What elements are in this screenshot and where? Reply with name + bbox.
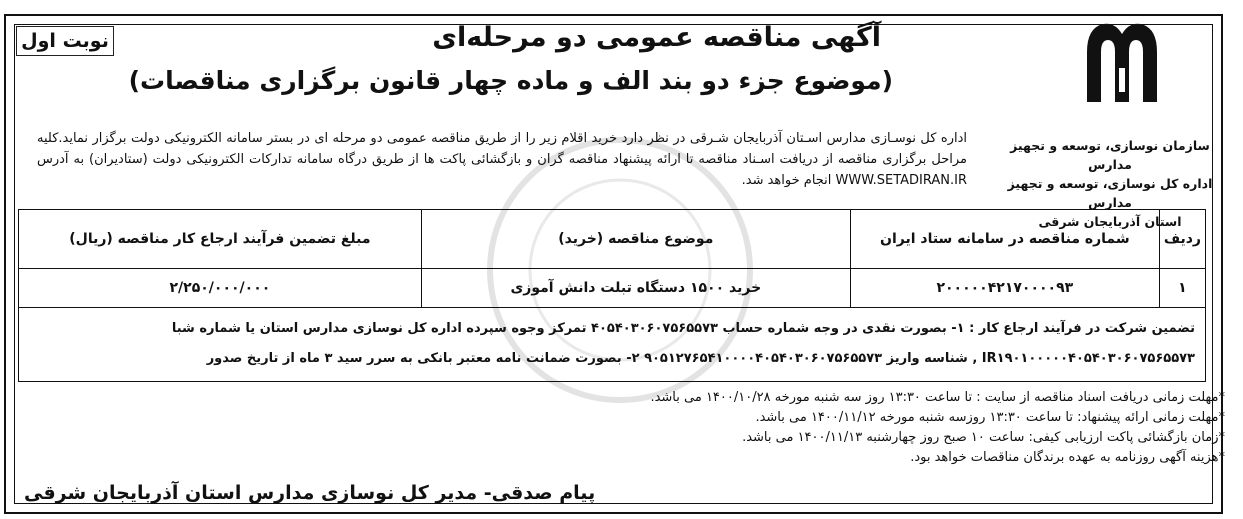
list-item: *زمان بازگشائی پاکت ارزیابی کیفی: ساعت ۱۰ صبح روز چهارشنبه ۱۴۰۰/۱۱/۱۳ می باشد. bbox=[742, 430, 1225, 445]
guarantee-line-1: تضمین شرکت در فرآیند ارجاع کار : ۱- بصورت نقدی در وجه شماره حساب ۴۰۵۴۰۳۰۶۰۷۵۶۵۵۷۳ تمرکز وجوه سپرده اداره کل نوسازی مدارس استان یا شماره شبا bbox=[171, 321, 1195, 336]
signature: پیام صدقی- مدیر کل نوسازی مدارس استان آذربایجان شرقی bbox=[24, 482, 596, 504]
table-header-row bbox=[19, 210, 1206, 269]
guarantee-box bbox=[18, 308, 1206, 382]
org-line-1: سازمان نوسازی، توسعه و تجهیز مدارس bbox=[1010, 138, 1210, 172]
page-subtitle: (موضوع جزء دو بند الف و ماده چهار قانون برگزاری مناقصات) bbox=[128, 66, 893, 95]
org-line-2: اداره کل نوسازی، توسعه و تجهیز مدارس bbox=[1007, 176, 1213, 210]
intro-paragraph: اداره کل نوسـازی مدارس اسـتان آذربایجان شـرقی در نظر دارد خرید اقلام زیر را از طریق مناقصه عمومی دو مرحله ای در بستر سامانه الکترونیکی دولت برگزار نماید.کلیه مراحل برگزاری مناقصه از دریافت اسـناد مناقصه تا ارائه پیشنهاد مناقصه گران و بازگشائی پاکت ها از طریق درگاه سامانه تدارکات الکترونیکی دولت (ستادیران) به آدرس WWW.SETADIRAN.IR انجام خواهد شد. bbox=[37, 131, 967, 188]
header-amount: مبلغ تضمین فرآیند ارجاع کار مناقصه (ریال) bbox=[19, 210, 422, 269]
organization-logo-icon bbox=[1081, 18, 1163, 104]
cell-amount: ۲/۲۵۰/۰۰۰/۰۰۰ bbox=[19, 269, 422, 308]
list-item: *مهلت زمانی دریافت اسناد مناقصه از سایت : تا ساعت ۱۳:۳۰ روز سه شنبه مورخه ۱۴۰۰/۱۰/۲۸ می باشد. bbox=[650, 390, 1225, 405]
header-row-number: ردیف bbox=[1159, 210, 1205, 269]
header-subject: موضوع مناقصه (خرید) bbox=[421, 210, 850, 269]
table-row bbox=[19, 269, 1206, 308]
page-title: آگهی مناقصه عمومی دو مرحله‌ای bbox=[432, 22, 881, 53]
cell-subject: خرید ۱۵۰۰ دستگاه تبلت دانش آموزی bbox=[421, 269, 850, 308]
tender-table bbox=[18, 209, 1206, 308]
list-item: *هزینه آگهی روزنامه به عهده برندگان مناقصات خواهد بود. bbox=[910, 450, 1225, 465]
cell-tender-number: ۲۰۰۰۰۰۴۲۱۷۰۰۰۰۹۳ bbox=[850, 269, 1159, 308]
turn-badge: نوبت اول bbox=[16, 26, 114, 56]
org-line-3: استان آذربایجان شرقی bbox=[1038, 214, 1182, 229]
header-tender-number: شماره مناقصه در سامانه ستاد ایران bbox=[850, 210, 1159, 269]
notes-list bbox=[325, 388, 1225, 468]
list-item: *مهلت زمانی ارائه پیشنهاد: تا ساعت ۱۳:۳۰ روزسه شنبه مورخه ۱۴۰۰/۱۱/۱۲ می باشد. bbox=[755, 410, 1225, 425]
cell-row-number: ۱ bbox=[1159, 269, 1205, 308]
guarantee-line-2: IR۱۹۰۱۰۰۰۰۰۴۰۵۴۰۳۰۶۰۷۵۶۵۵۷۳ , شناسه واریز ۹۰۵۱۲۷۶۵۴۱۰۰۰۰۴۰۵۴۰۳۰۶۰۷۵۶۵۵۷۳ ۲- بصورت ضمانت نامه معتبر بانکی به سرر سید ۳ ماه از تاریخ صدور bbox=[206, 351, 1195, 366]
